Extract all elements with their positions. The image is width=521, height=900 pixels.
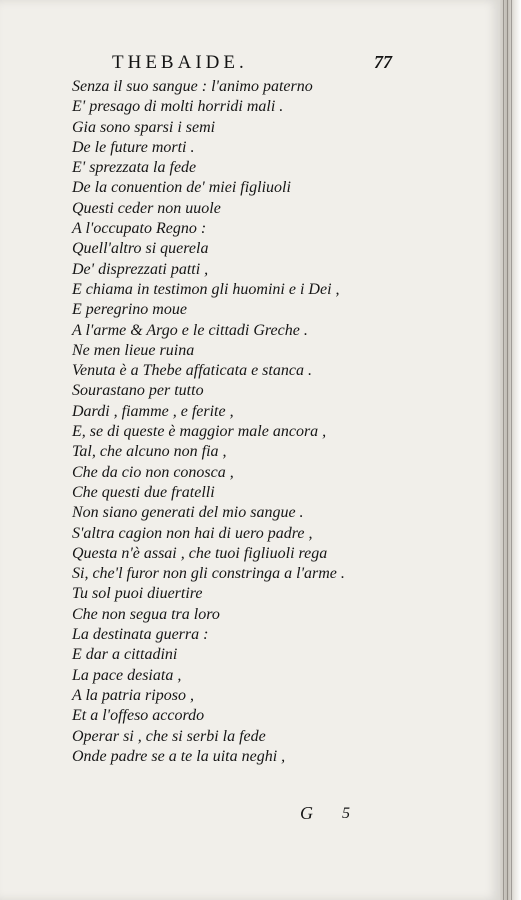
verse-line: Quell'altro si querela [72,240,209,258]
verse-line: Et a l'offeso accordo [72,707,205,725]
page-edge-line [507,0,508,900]
running-head: THEBAIDE. [112,52,248,73]
verse-line: Tu sol puoi diuertire [72,585,203,603]
verse-line: Che da cio non conosca , [72,463,234,481]
verse-line: Si, che'l furor non gli constringa a l'arme . [72,565,345,583]
verse-line: Dardi , fiamme , e ferite , [72,402,234,420]
verse-line: E dar a cittadini [72,646,178,664]
verse-line: Che non segua tra loro [72,605,220,623]
verse-line: De la conuention de' miei figliuoli [72,179,291,197]
verse-line: Questa n'è assai , che tuoi figliuoli rega [72,544,328,562]
verse-line: E, se di queste è maggior male ancora , [72,423,327,441]
verse-line: A l'occupato Regno : [72,220,207,238]
verse-line: Ne men lieue ruina [72,341,195,359]
verse-line: De le future morti . [72,138,195,156]
signature-mark: G [300,803,313,823]
signature-number: 5 [342,805,350,822]
verse-line: S'altra cagion non hai di uero padre , [72,524,313,542]
verse-line: Senza il suo sangue : l'animo paterno [72,78,313,95]
verse-line: Gia sono sparsi i semi [72,118,216,136]
verse-line: Onde padre se a te la uita neghi , [72,747,286,765]
verse-line: Questi ceder non uuole [72,199,221,217]
verse-line: La pace desiata , [72,666,182,684]
verse-line: Sourastano per tutto [72,382,204,400]
verse-line: E' presago di molti horridi mali . [72,98,284,116]
verse-line: Non siano generati del mio sangue . [72,504,304,522]
verse-line: De' disprezzati patti , [72,260,209,278]
page-edge-line [511,0,512,900]
verse-text [72,77,412,767]
book-gutter [500,0,521,900]
verse-line: E peregrino moue [72,301,187,319]
page-header [112,52,392,78]
verse-line: A l'arme & Argo e le cittadi Greche . [72,321,308,339]
verse-line: Operar si , che si serbi la fede [72,727,266,745]
verse-line: La destinata guerra : [72,626,209,644]
verse-line: Tal, che alcuno non fia , [72,443,227,461]
verse-line: E chiama in testimon gli huomini e i Dei , [72,280,340,298]
verse-line: A la patria riposo , [72,686,194,704]
page-edge-line [503,0,504,900]
verse-line: E' sprezzata la fede [72,159,197,177]
page-number: 77 [374,52,392,72]
verse-line: Che questi due fratelli [72,483,215,501]
verse-line: Venuta è a Thebe affaticata e stanca . [72,362,312,380]
page-footer [300,803,370,825]
